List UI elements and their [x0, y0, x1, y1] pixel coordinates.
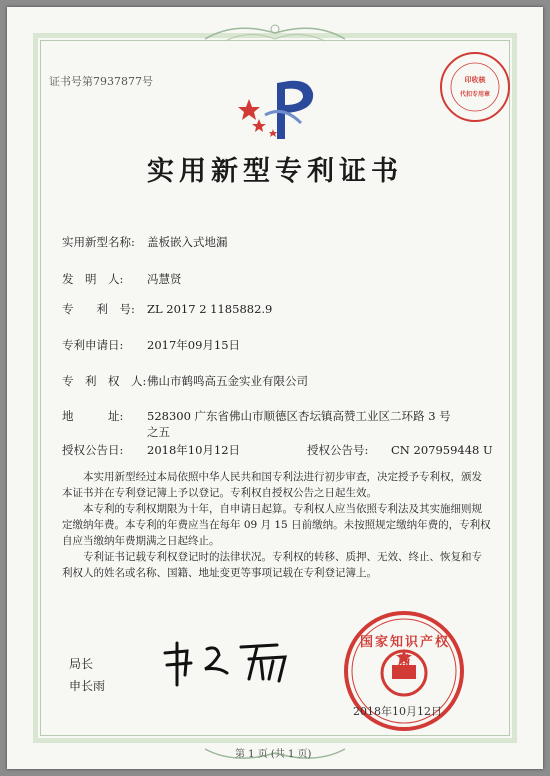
certificate-sheet: [7, 7, 543, 769]
seal-ring-text: 国家知识产权局: [359, 635, 450, 669]
paragraph-legal-status: 专利证书记载专利权登记时的法律状况。专利权的转移、质押、无效、终止、恢复和专利权人的姓名或名称、国籍、地址变更等事项记载在专利登记簿上。: [62, 551, 482, 580]
page-footer: 第 1 页 (共 1 页): [235, 749, 312, 760]
page-title: 实用新型专利证书: [147, 156, 403, 187]
inventor-label: 发 明 人:: [62, 272, 124, 286]
patent-no-value: ZL 2017 2 1185882.9: [147, 302, 273, 316]
deputy-director-label: 申长雨: [69, 679, 106, 693]
name-label: 实用新型名称:: [62, 235, 135, 249]
owner-value: 佛山市鹤鸣高五金实业有限公司: [147, 374, 308, 388]
name-value: 盖板嵌入式地漏: [147, 235, 228, 249]
grant-no-value: CN 207959448 U: [391, 443, 493, 457]
grant-date-value: 2018年10月12日: [147, 443, 241, 457]
filing-date-value: 2017年09月15日: [147, 338, 241, 352]
address-value-line-2: 之五: [147, 425, 170, 439]
grant-no-label: 授权公告号:: [307, 443, 369, 457]
seal-date: 2018年10月12日: [353, 705, 442, 718]
inventor-value: 冯慧贤: [147, 272, 182, 286]
filing-date-label: 专利申请日:: [62, 338, 124, 352]
owner-label: 专 利 权 人:: [62, 374, 147, 388]
address-label: 地 址:: [62, 409, 124, 423]
patent-no-label: 专 利 号:: [62, 302, 135, 316]
patent-office-logo-icon: [237, 75, 327, 143]
stamp-line-3: 代扣专用章: [459, 91, 490, 98]
paragraph-term: 本专利的专利权期限为十年，自申请日起算。专利权人应当依照专利法及其实施细则规定缴纳年费。本专利的年费应当在每年 09 月 15 日前缴纳。未按照规定缴纳年费的，专利权自应当缴纳年费期满之日起终止。: [62, 503, 491, 548]
top-ornament-icon: [195, 19, 355, 47]
paragraph-grant: 本实用新型经过本局依照中华人民共和国专利法进行初步审查，决定授予专利权，颁发本证书并在专利登记簿上予以登记。专利权自授权公告之日起生效。: [62, 471, 482, 500]
stamp-line-2: 印收核: [464, 75, 486, 84]
agency-stamp-icon: [437, 49, 513, 125]
grant-date-label: 授权公告日:: [62, 443, 124, 457]
director-label: 局长: [69, 657, 94, 671]
address-value-line-1: 528300 广东省佛山市顺德区杏坛镇高赞工业区二环路 3 号: [147, 409, 451, 423]
handwritten-signature-icon: [157, 639, 307, 689]
certificate-number: 证书号第7937877号: [49, 75, 153, 88]
